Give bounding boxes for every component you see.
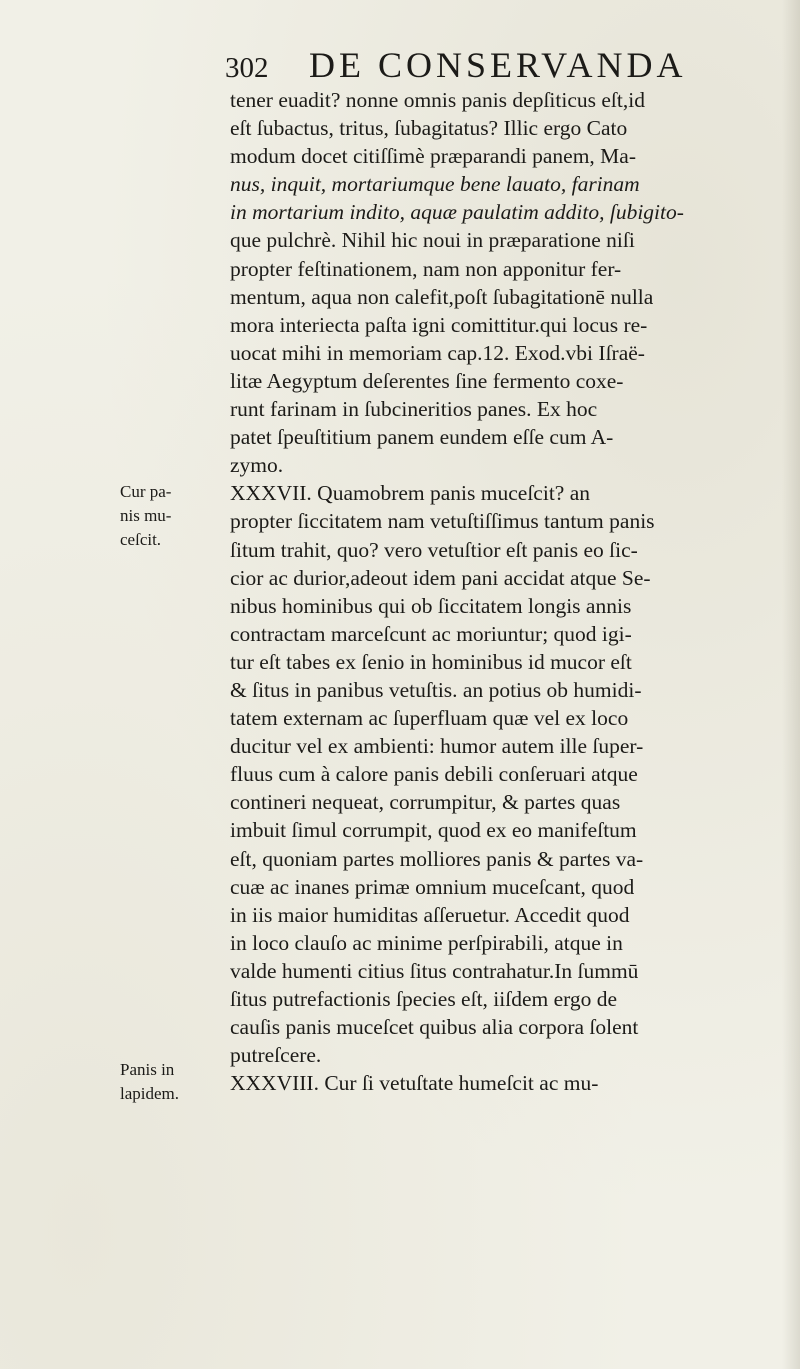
text-line: in loco clauſo ac minime perſpirabili, atque in (230, 930, 623, 955)
text-line: runt farinam in ſubcineritios panes. Ex hoc (230, 397, 598, 422)
text-line: propter feſtinationem, nam non apponitur fer- (230, 256, 622, 281)
margin-note (120, 1058, 216, 1106)
margin-note-line: Panis in (120, 1060, 175, 1079)
text-line: tatem externam ac ſuperfluam quæ vel ex loco (230, 706, 629, 731)
margin-note-line: ceſcit. (120, 530, 162, 549)
text-line: tener euadit? nonne omnis panis depſiticus eſt,id (230, 88, 645, 112)
text-line: propter ſiccitatem nam vetuſtiſſimus tantum panis (230, 509, 655, 534)
text-line: uocat mihi in memoriam cap.12. Exod.vbi Iſraë- (230, 340, 645, 365)
page-title: DE CONSERVANDA (309, 45, 687, 85)
text-line: XXXVIII. Cur ſi vetuſtate humeſcit ac mu- (230, 1071, 599, 1096)
text-line: mentum, aqua non calefit,poſt ſubagitationē nulla (230, 284, 654, 309)
text-line: in iis maior humiditas aſſeruetur. Accedit quod (230, 902, 630, 927)
margin-note-line: lapidem. (120, 1084, 180, 1103)
text-line: litæ Aegyptum deſerentes ſine fermento coxe- (230, 368, 624, 393)
text-line: modum docet citiſſimè præparandi panem, Ma- (230, 144, 637, 169)
text-line: nibus hominibus qui ob ſiccitatem longis annis (230, 593, 632, 618)
text-line: mora interiecta paſta igni comittitur.qui locus re- (230, 312, 648, 337)
text-line: cior ac durior,adeout idem pani accidat atque Se- (230, 565, 651, 590)
text-line: cuæ ac inanes primæ omnium muceſcant, quod (230, 874, 635, 899)
text-line: eſt ſubactus, tritus, ſubagitatus? Illic ergo Cato (230, 116, 628, 141)
text-line: XXXVII. Quamobrem panis muceſcit? an (230, 481, 591, 506)
text-line: & ſitus in panibus vetuſtis. an potius ob humidi- (230, 677, 642, 702)
text-line: patet ſpeuſtitium panem eundem eſſe cum A- (230, 425, 614, 450)
text-line: fluus cum à calore panis debili conſeruari atque (230, 762, 638, 787)
text-line: contineri nequeat, corrumpitur, & partes quas (230, 790, 621, 815)
text-line: zymo. (230, 453, 284, 478)
text-line: in mortarium indito, aquæ paulatim addito, ſubigito- (230, 200, 684, 225)
text-line: ducitur vel ex ambienti: humor autem ille ſuper- (230, 734, 644, 759)
text-line: putreſcere. (230, 1043, 322, 1068)
text-line: ſitum trahit, quo? vero vetuſtior eſt panis eo ſic- (230, 537, 638, 562)
text-line: eſt, quoniam partes molliores panis & partes va- (230, 846, 644, 871)
text-line: nus, inquit, mortariumque bene lauato, farinam (230, 172, 640, 197)
text-line: tur eſt tabes ex ſenio in hominibus id mucor eſt (230, 649, 632, 674)
margin-note-line: nis mu- (120, 506, 172, 525)
margin-note (120, 480, 216, 552)
text-line: cauſis panis muceſcet quibus alia corpora ſolent (230, 1015, 639, 1040)
text-line: imbuit ſimul corrumpit, quod ex eo manifeſtum (230, 818, 637, 843)
margin-note-line: Cur pa- (120, 482, 172, 501)
text-line: que pulchrè. Nihil hic noui in præparatione niſi (230, 228, 635, 253)
text-line: contractam marceſcunt ac moriuntur; quod igi- (230, 621, 632, 646)
running-head (225, 44, 765, 88)
text-line: ſitus putrefactionis ſpecies eſt, iiſdem ergo de (230, 987, 618, 1011)
page-number: 302 (225, 52, 269, 84)
text-line: valde humenti citius ſitus contrahatur.In ſummū (230, 958, 639, 983)
body-text (230, 86, 768, 1097)
page-edge-shadow (782, 0, 800, 1369)
